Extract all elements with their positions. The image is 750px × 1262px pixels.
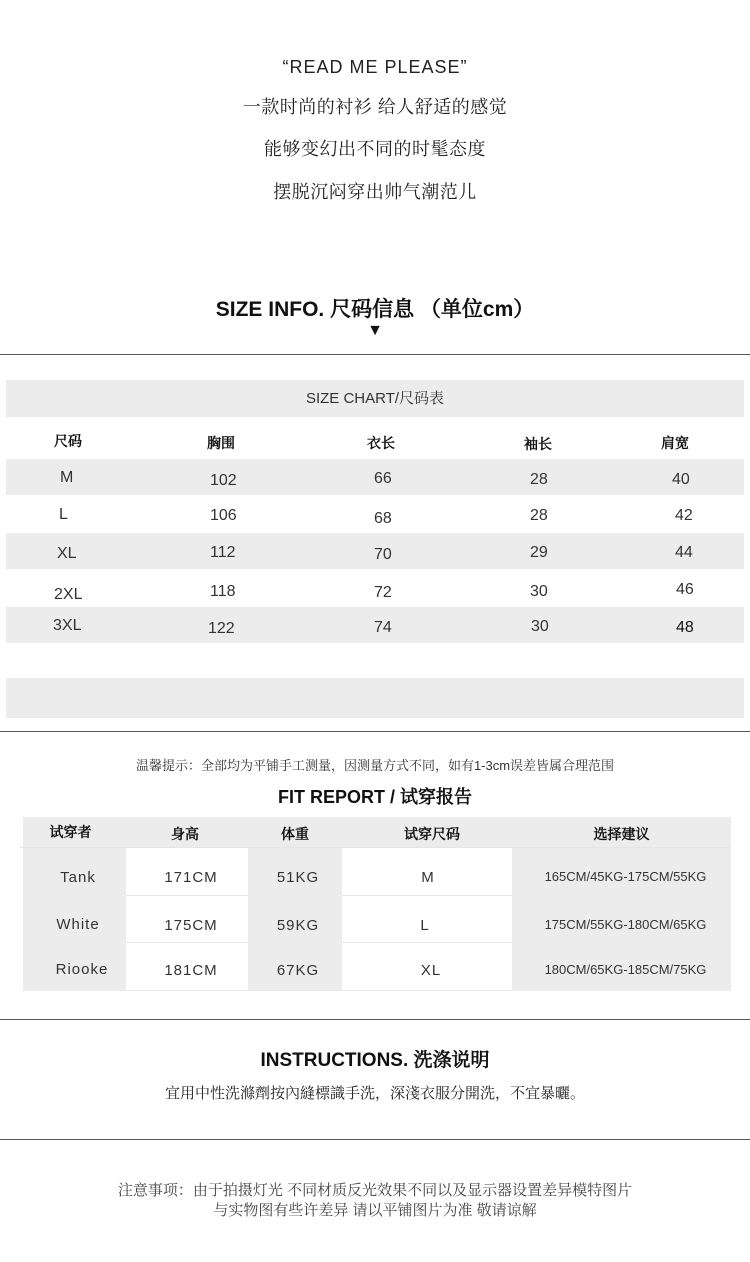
divider bbox=[0, 354, 750, 355]
table-cell: 70 bbox=[374, 546, 392, 563]
instructions-text: 宜用中性洗滌劑按內縫標識手洗，深淺衣服分開洗，不宜暴曬。 bbox=[164, 1085, 585, 1102]
column-header: 试穿尺码 bbox=[404, 826, 460, 842]
intro-line-3: 摆脱沉闷穿出帅气潮范儿 bbox=[273, 182, 477, 202]
table-cell: XL bbox=[57, 545, 77, 562]
table-cell: 175CM/55KG-180CM/65KG bbox=[544, 917, 707, 932]
table-cell: M bbox=[60, 469, 74, 486]
table-cell: 122 bbox=[208, 620, 235, 637]
table-row bbox=[6, 459, 744, 495]
table-cell: 48 bbox=[676, 619, 694, 636]
table-row bbox=[6, 496, 744, 532]
table-cell: 44 bbox=[675, 544, 693, 561]
table-cell: White bbox=[56, 916, 100, 933]
column-header: 衣长 bbox=[367, 435, 395, 451]
table-cell: 3XL bbox=[53, 617, 82, 634]
intro-line-1: 一款时尚的衬衫 给人舒适的感觉 bbox=[242, 97, 508, 117]
table-cell: 59KG bbox=[276, 917, 320, 934]
table-cell: 66 bbox=[374, 470, 392, 487]
table-cell: 30 bbox=[530, 583, 548, 600]
column-header: 袖长 bbox=[524, 436, 552, 452]
blank-bar bbox=[6, 678, 744, 718]
notice-line-1: 注意事项：由于拍摄灯光 不同材质反光效果不同以及显示器设置差异模特图片 bbox=[117, 1182, 633, 1199]
fit-report-heading: FIT REPORT / 试穿报告 bbox=[277, 787, 472, 807]
column-header: 胸围 bbox=[207, 435, 235, 451]
column-header: 肩宽 bbox=[661, 435, 689, 451]
table-cell: 68 bbox=[374, 510, 392, 527]
table-row bbox=[6, 533, 744, 569]
table-cell: Tank bbox=[60, 869, 96, 886]
table-cell: 40 bbox=[672, 471, 690, 488]
table-cell: 46 bbox=[676, 581, 694, 598]
table-cell: 30 bbox=[531, 618, 549, 635]
column-header: 选择建议 bbox=[593, 826, 650, 842]
table-cell: 51KG bbox=[276, 869, 320, 886]
table-cell: 118 bbox=[210, 583, 236, 600]
intro-quote: “READ ME PLEASE” bbox=[282, 57, 468, 77]
table-cell: 165CM/45KG-175CM/55KG bbox=[544, 869, 707, 884]
table-row bbox=[6, 607, 744, 643]
instructions-heading: INSTRUCTIONS. 洗涤说明 bbox=[260, 1050, 490, 1071]
down-arrow-icon: ▼ bbox=[367, 322, 383, 339]
table-row bbox=[6, 570, 744, 606]
table-cell: 29 bbox=[530, 544, 548, 561]
column-header: 体重 bbox=[281, 826, 309, 842]
size-chart-header-row bbox=[6, 423, 744, 459]
table-cell: 106 bbox=[210, 507, 237, 524]
table-cell: 102 bbox=[210, 472, 237, 489]
table-cell: 181CM bbox=[164, 962, 218, 979]
size-chart-title: SIZE CHART/尺码表 bbox=[6, 380, 744, 417]
notice-line-2: 与实物图有些许差异 请以平铺图片为准 敬请谅解 bbox=[213, 1202, 537, 1219]
table-cell: L bbox=[59, 506, 68, 523]
size-info-heading: SIZE INFO. 尺码信息 （单位cm） bbox=[215, 298, 535, 321]
table-cell: 72 bbox=[374, 584, 392, 601]
table-cell: 74 bbox=[374, 619, 392, 636]
divider bbox=[0, 1139, 750, 1140]
table-cell: 171CM bbox=[164, 869, 218, 886]
table-cell: 2XL bbox=[54, 586, 83, 603]
intro-line-2: 能够变幻出不同的时髦态度 bbox=[264, 139, 486, 159]
divider bbox=[0, 731, 750, 732]
table-cell: 175CM bbox=[164, 917, 218, 934]
table-cell: 28 bbox=[530, 507, 548, 524]
table-cell: XL bbox=[420, 962, 442, 979]
table-cell: M bbox=[421, 869, 435, 886]
measurement-tip: 温馨提示：全部均为平铺手工测量，因测量方式不同，如有1-3cm误差皆属合理范围 bbox=[135, 758, 615, 773]
divider bbox=[0, 1019, 750, 1020]
table-cell: 67KG bbox=[276, 962, 320, 979]
table-cell: Riooke bbox=[55, 961, 109, 978]
table-cell: 42 bbox=[675, 507, 693, 524]
table-cell: 28 bbox=[530, 471, 548, 488]
table-cell: 112 bbox=[210, 544, 236, 561]
table-cell: 180CM/65KG-185CM/75KG bbox=[544, 962, 707, 977]
column-header: 尺码 bbox=[54, 433, 82, 449]
column-header: 试穿者 bbox=[49, 824, 92, 840]
table-cell: L bbox=[420, 917, 430, 934]
column-header: 身高 bbox=[171, 826, 199, 842]
